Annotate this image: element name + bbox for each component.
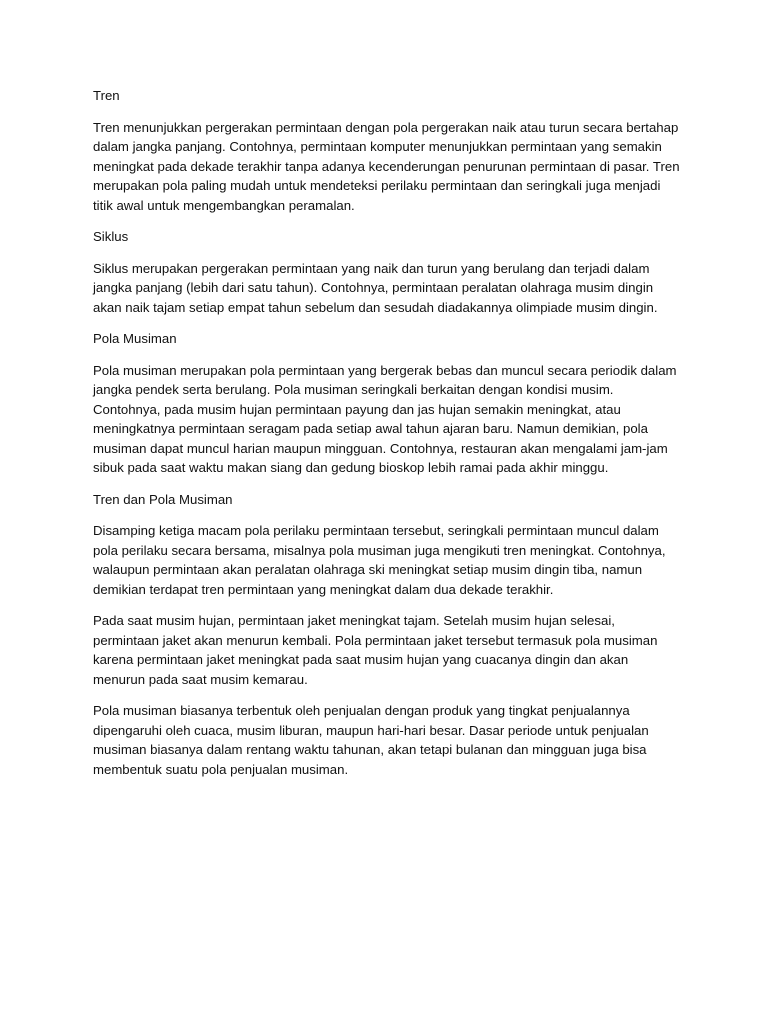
paragraph-tren: Tren menunjukkan pergerakan permintaan dengan pola pergerakan naik atau turun secara bertahap dalam jangka panjang. Contohnya, permintaan komputer menunjukkan permintaan yang semakin meningkat pada dekade terakhir tanpa adanya kecenderungan penurunan permintaan di pasar. Tren merupakan pola paling mudah untuk mendeteksi perilaku permintaan dan seringkali juga menjadi titik awal untuk mengembangkan peramalan.: [93, 119, 680, 213]
paragraph-siklus: Siklus merupakan pergerakan permintaan yang naik dan turun yang berulang dan terjadi dalam jangka panjang (lebih dari satu tahun). Contohnya, permintaan peralatan olahraga musim dingin akan naik tajam setiap empat tahun sebelum dan sesudah diadakannya olimpiade musim dingin.: [93, 260, 658, 315]
paragraph-tren-dan-pola-musiman-3: Pola musiman biasanya terbentuk oleh penjualan dengan produk yang tingkat penjualannya dipengaruhi oleh cuaca, musim liburan, maupun hari-hari besar. Dasar periode untuk penjualan musiman biasanya dalam rentang waktu tahunan, akan tetapi bulanan dan mingguan juga bisa membentuk suatu pola penjualan musiman.: [93, 703, 649, 777]
section-heading-siklus: Siklus: [93, 229, 129, 244]
section-heading-tren: Tren: [93, 88, 120, 103]
paragraph-tren-dan-pola-musiman-1: Disamping ketiga macam pola perilaku permintaan tersebut, seringkali permintaan muncul dalam pola perilaku secara bersama, misalnya pola musiman juga mengikuti tren meningkat. Contohnya, walaupun permintaan akan peralatan olahraga ski meningkat setiap musim dingin tiba, namun demikian terdapat tren permintaan yang meningkat dalam dua dekade terakhir.: [93, 523, 666, 597]
paragraph-pola-musiman: Pola musiman merupakan pola permintaan yang bergerak bebas dan muncul secara periodik dalam jangka pendek serta berulang. Pola musiman seringkali berkaitan dengan kondisi musim. Contohnya, pada musim hujan permintaan payung dan jas hujan semakin meningkat, atau meningkatnya permintaan seragam pada setiap awal tahun ajaran baru. Namun demikian, pola musiman dapat muncul harian maupun mingguan. Contohnya, restauran akan mengalami jam-jam sibuk pada saat waktu makan siang dan gedung bioskop lebih ramai pada akhir minggu.: [93, 362, 677, 475]
document-body: [93, 86, 683, 791]
paragraph-tren-dan-pola-musiman-2: Pada saat musim hujan, permintaan jaket meningkat tajam. Setelah musim hujan selesai, permintaan jaket akan menurun kembali. Pola permintaan jaket tersebut termasuk pola musiman karena permintaan jaket meningkat pada saat musim hujan yang cuacanya dingin dan akan menurun pada saat musim kemarau.: [93, 613, 658, 687]
section-heading-pola-musiman: Pola Musiman: [93, 331, 177, 346]
section-heading-tren-dan-pola-musiman: Tren dan Pola Musiman: [93, 491, 233, 507]
